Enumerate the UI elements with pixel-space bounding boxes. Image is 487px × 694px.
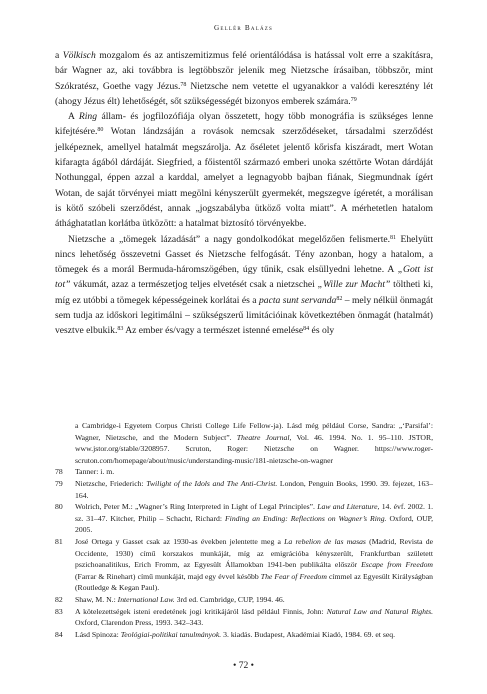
footnote-item: [55, 594, 433, 606]
paragraph-2: A Ring állam- és jogfilozófiája olyan összetett, hogy több monográfia is szükséges lenne kifejtésére.$^{80}$ Wotan lándzsáján a rovások nemcsak szerződéseket, társadalmi szerződést jelképeznek, amellyel hatalmát megszárolja. Az őséletet jelentő kőrisfa kiszáradt, mert Wotan kifaragta ágából dárdáját. Siegfried, a főistentől származó emberi unoka széttörte Wotan dárdáját Nothunggal, éppen azzal a karddal, amelyet a legnagyobb bajban fiának, Siegmundnak ígért Wotan, de saját törvényei miatt megölni kényszerült gyermekét, megszegve ígéretét, a morálisan is kötő szóbeli szerződést, annak „jogszabályba ütköző volta miatt”. A mérhetetlen hatalom áthághatatlan korlátba ütközött: a hatalmat biztosító törvényekbe.: [55, 111, 433, 230]
italic-text: International Law.: [117, 594, 175, 604]
footnote-number: 83: [55, 606, 63, 616]
footnote-text: A kötelezettségek isteni eredetének jogi kritikájáról lásd például Finnis, John: Natural Law and Natural Rights. Oxford, Clarendon Press, 1993. 342–343.: [75, 606, 433, 628]
footnote-ref[interactable]: 84: [303, 326, 310, 333]
footnote-item: [55, 501, 433, 536]
page-number: • 72 •: [232, 660, 255, 671]
footnotes: [55, 420, 433, 640]
italic-text: Völkisch: [62, 50, 96, 61]
footnote-item: [55, 478, 433, 501]
italic-text: pacta sunt servanda: [258, 294, 337, 306]
italic-text: „Gott ist tot”: [55, 264, 434, 291]
footnote-ref[interactable]: 82: [336, 295, 343, 302]
footnote-number: 78: [55, 467, 63, 477]
footnote-ref[interactable]: 83: [117, 326, 124, 333]
italic-text: Teológiai-politikai tanulmányok.: [120, 629, 222, 639]
footnote-number: 80: [55, 502, 63, 512]
footnote-continuation: a Cambridge-i Egyetem Corpus Christi College Life Fellow-ja). Lásd még például Corse, Sandra: „‘Parsifal’: Wagner, Nietzsche, and the Modern Subject”. Theatre Journal, Vol. 46. 1994. No. 1. 95–110. JSTOR, www.jstor.org/stable/3208957. Scruton, Roger: Nietzsche on Wagner. https://www.roger-scruton.com/homepage/about/music/understanding-music/181-nietzsche-on-wagner: [75, 421, 434, 465]
footnote-ref[interactable]: 80: [97, 127, 104, 134]
footnote-item: [55, 536, 433, 594]
italic-text: Law and Literature,: [317, 502, 380, 512]
italic-text: La rebelion de las masas: [284, 536, 366, 546]
footnote-ref[interactable]: 81: [390, 234, 397, 241]
footnote-ref[interactable]: 78: [180, 81, 187, 88]
footnote-number: 79: [55, 478, 63, 488]
paragraph-3: Nietzsche a „tömegek lázadását” a nagy gondolkodókat megelőzően felismerte.$^{81}$ Ehelyütt nincs lehetőség összevetni Gasset és Nietzsche felfogását. Tény azonban, hogy a hatalom, a tömegek és a morál Bermuda-háromszögében, úgy tűnik, csak elsüllyedni lehetne. A „Gott ist tot” vákumát, azaz a természetjog teljes elvetését csak a nietzschei „Wille zur Macht” töltheti ki, míg ez utóbbi a tömegek képességeinek korlátai és a pacta sunt servanda$^{82}$ – mely nélkül önmagát sem tudja az időskori legitimálni – szükségszerű limitációinak következtében önmagát (hatalmát) vesztve elbukik.$^{83}$ Az ember és/vagy a természet istenné emelése$^{84}$ és oly: [55, 233, 434, 337]
italic-text: „Wille zur Macht”: [317, 279, 391, 291]
footnote-text: José Ortega y Gasset csak az 1930-as években jelentette meg a La rebelion de las masas (Madrid, Revista de Occidente, 1930) című korszakos munkáját, míg az emigrációba kényszerült, Frankfurtban született pszichoanalitikus, Erich Fromm, az Egyesült Államokban 1941-ben publikálta először Escape from Freedom (Farrar & Rinehart) című munkáját, majd egy évvel később The Fear of Freedom címmel az Egyesült Királyságban (Routledge & Kegan Paul).: [75, 536, 434, 593]
footnote-ref[interactable]: 79: [350, 96, 357, 103]
italic-text: Escape from Freedom: [361, 560, 433, 570]
footnote-text: Tanner: i. m.: [75, 467, 115, 477]
italic-text: The Fear of Freedom: [260, 571, 327, 581]
italic-text: Ring: [78, 111, 97, 123]
footnote-item: [55, 629, 433, 641]
running-head: Gellér Balázs: [213, 24, 274, 32]
italic-text: Finding an Ending: Reflections on Wagner’s Ring.: [224, 513, 387, 523]
footnote-text: Lásd Spinoza: Teológiai-politikai tanulmányok. 3. kiadás. Budapest, Akadémiai Kiadó, 1984. 69. et seq.: [75, 629, 395, 639]
main-text: [55, 48, 433, 339]
footnote-text: Wolrich, Peter M.: „Wagner’s Ring Interpreted in Light of Legal Principles”. Law and Literature, 14. évf. 2002. 1. sz. 31–47. Kitcher, Philip – Schacht, Richard: Finding an Ending: Reflections on Wagner’s Ring. Oxford, OUP, 2005.: [75, 502, 434, 535]
paragraph-1: a Völkisch mozgalom és az antiszemitizmus felé orientálódása is hatással volt erre a szakításra, bár Wagner az, aki továbbra is legtöbbször jelenik meg Nietzsche írásaiban, többször, mint Szókratész, Goethe vagy Jézus.$^{78}$ Nietzsche nem vetette el ugyanakkor a valódi keresztény lét (ahogy Jézus élt) lehetőségét, sőt szükségességét bizonyos emberek számára.$^{79}$: [55, 50, 433, 107]
footnote-number: 84: [55, 629, 63, 639]
italic-text: Twilight of the Idols and The Anti-Christ.: [146, 478, 278, 488]
footnote-item: [55, 466, 433, 478]
footnote-text: Nietzsche, Friederich: Twilight of the Idols and The Anti-Christ. London, Penguin Books, 1990. 39. fejezet, 163–164.: [75, 478, 433, 500]
footnote-number: 81: [55, 536, 63, 546]
italic-text: Theatre Journal,: [236, 432, 292, 442]
footnote-text: Shaw, M. N.: International Law. 3rd ed. Cambridge, CUP, 1994. 46.: [75, 594, 285, 604]
footnote-number: 82: [55, 594, 63, 604]
footnote-item: [55, 606, 433, 629]
footnote-list: [55, 466, 433, 640]
italic-text: Natural Law and Natural Rights.: [326, 606, 433, 616]
